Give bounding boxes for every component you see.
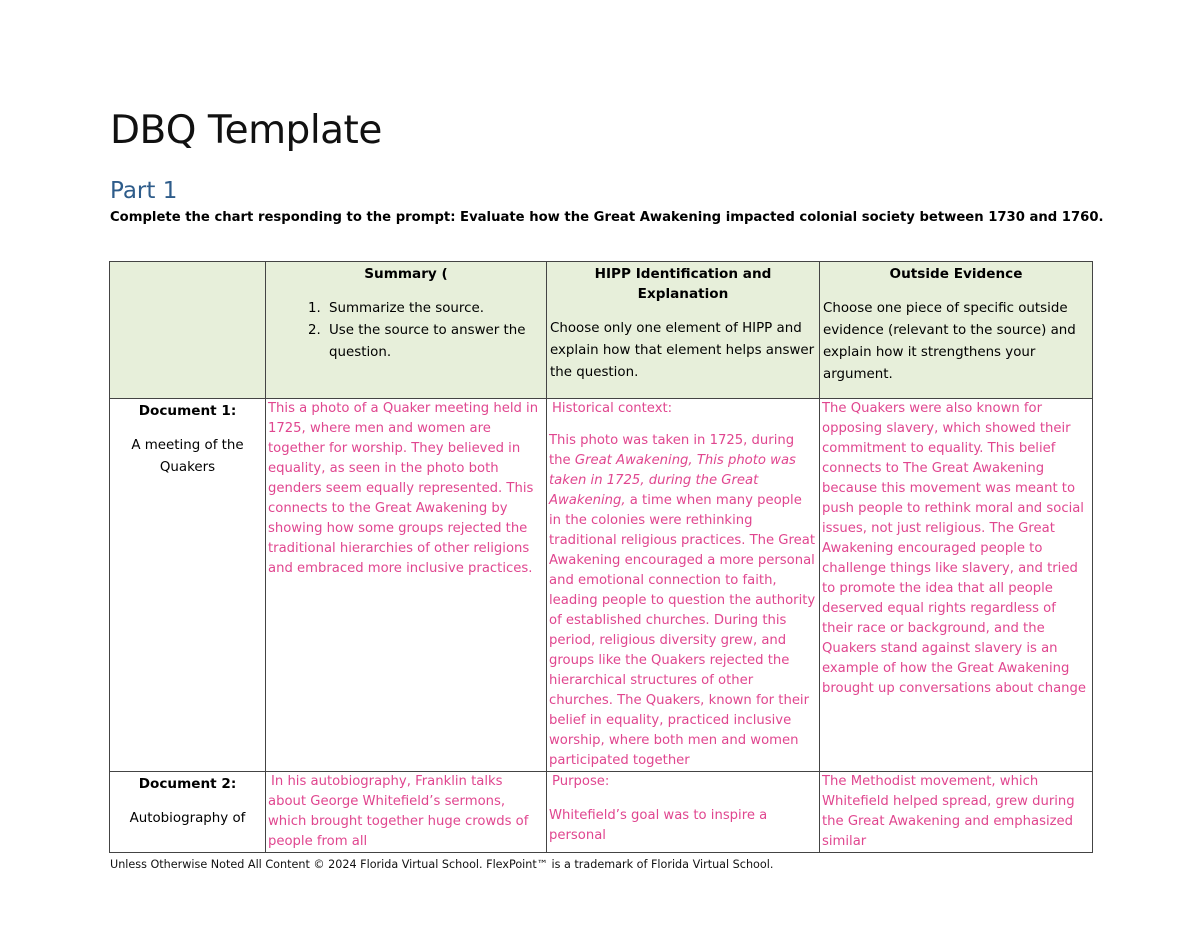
- dbq-table: [109, 261, 1093, 853]
- outside-answer-cell[interactable]: [820, 399, 1093, 772]
- summary-answer-cell[interactable]: [266, 399, 547, 772]
- document-number: Document 2:: [138, 776, 237, 792]
- document-title-label: Autobiography of: [129, 811, 246, 826]
- outside-answer-text: The Quakers were also known for opposing slavery, which showed their commitment to equality. This belief connects to The Great Awakening because this movement was meant to push people to rethink moral and social issues, not just religious. The Great Awakening encouraged people to challenge things like slavery, and tried to promote the idea that all people deserved equal rights regardless of their race or background, and the Quakers stand against slavery is an example of how the Great Awakening brought up conversations about change: [822, 401, 1087, 696]
- table-header-row: [110, 262, 1093, 399]
- summary-answer-text: This a photo of a Quaker meeting held in 1725, where men and women are together for worship. They believed in equality, as seen in the photo both genders seem equally represented. This connects to the Great Awakening by showing how some groups rejected the traditional hierarchies of other religions and embraced more inclusive practices.: [268, 401, 539, 576]
- hipp-answer-cell[interactable]: [547, 399, 820, 772]
- hipp-answer-text-b: a time when many people in the colonies were rethinking traditional religious practices. The Great Awakening encouraged a more personal and emotional connection to faith, leading people to question the authority of established churches. During this period, religious diversity grew, and groups like the Quakers rejected the hierarchical structures of other churches. The Quakers, known for their belief in equality, practiced inclusive worship, where both men and women participated together: [549, 493, 816, 768]
- hipp-answer-body: [549, 431, 817, 771]
- table-row: [110, 399, 1093, 772]
- summary-header-title: Summary (: [364, 266, 448, 282]
- summary-steps-list: [269, 298, 543, 364]
- summary-answer-cell[interactable]: [266, 772, 547, 853]
- document-title: DBQ Template: [110, 108, 382, 153]
- header-outside-cell: [820, 262, 1093, 399]
- outside-header-title: Outside Evidence: [889, 266, 1023, 282]
- outside-answer-text: The Methodist movement, which Whitefield helped spread, grew during the Great Awakening and emphasized similar: [822, 774, 1075, 849]
- header-hipp-cell: [547, 262, 820, 399]
- hipp-answer-italic: Great Awakening, This photo was taken in 1725, during the Great Awakening,: [549, 453, 796, 508]
- outside-header-text: Choose one piece of specific outside evidence (relevant to the source) and explain how it strengthens your argument.: [823, 301, 1076, 382]
- document-title-label: A meeting of the Quakers: [131, 438, 244, 475]
- document-label-cell: [110, 399, 266, 772]
- summary-answer-text: In his autobiography, Franklin talks about George Whitefield’s sermons, which brought together huge crowds of people from all: [268, 774, 529, 849]
- hipp-answer-text: Whitefield’s goal was to inspire a personal: [549, 808, 768, 843]
- summary-step: 1. Summarize the source.: [325, 298, 543, 320]
- outside-answer-cell[interactable]: [820, 772, 1093, 853]
- hipp-answer-text-a: This photo was taken in 1725, during the: [549, 433, 795, 468]
- hipp-answer-label: Purpose:: [552, 774, 610, 789]
- document-number: Document 1:: [138, 403, 237, 419]
- prompt-text: Complete the chart responding to the prompt: Evaluate how the Great Awakening impacted colonial society between 1730 and 1760.: [110, 210, 1104, 225]
- dbq-table-wrapper: [109, 261, 1092, 849]
- header-empty-cell: [110, 262, 266, 399]
- header-summary-cell: [266, 262, 547, 399]
- hipp-header-text: Choose only one element of HIPP and explain how that element helps answer the question.: [550, 321, 815, 380]
- document-label-cell: [110, 772, 266, 853]
- hipp-header-title: HIPP Identification and Explanation: [594, 266, 772, 302]
- copyright-footer: Unless Otherwise Noted All Content © 2024 Florida Virtual School. FlexPoint™ is a trademark of Florida Virtual School.: [110, 858, 774, 871]
- summary-step: 2. Use the source to answer the question.: [325, 320, 543, 364]
- hipp-answer-label: Historical context:: [552, 401, 673, 416]
- part-heading: Part 1: [110, 178, 178, 204]
- hipp-answer-cell[interactable]: [547, 772, 820, 853]
- table-row: [110, 772, 1093, 853]
